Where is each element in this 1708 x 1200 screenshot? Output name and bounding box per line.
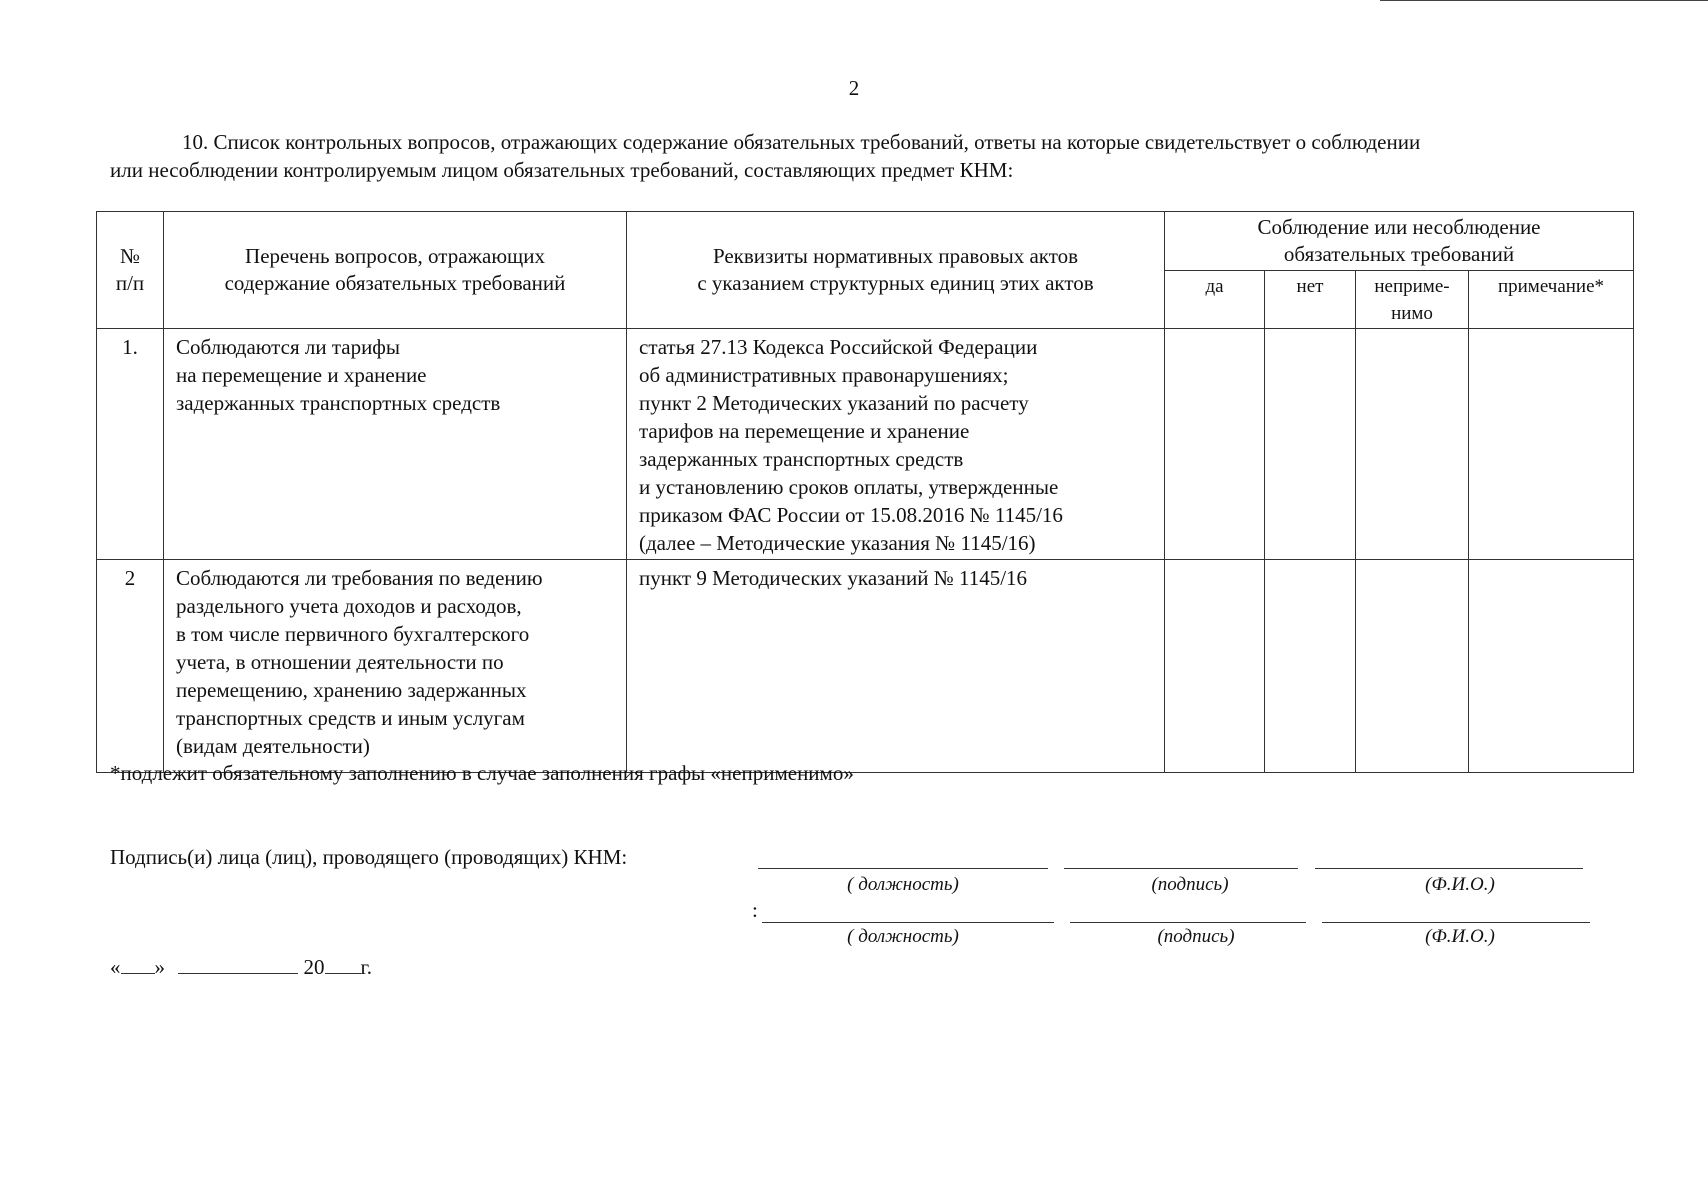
signature-line[interactable] [1070,922,1306,923]
header-num-line-1: № [119,244,141,268]
table-row [97,560,1634,773]
header-compliance-line-2: обязательных требований [1283,242,1515,266]
cell-no[interactable] [1265,560,1356,773]
header-num-line-2: п/п [115,271,145,295]
position-caption: ( должность) [847,926,959,947]
question-line: задержанных транспортных средств [176,391,501,415]
date-field [110,953,372,980]
intro-line-1: 10. Список контрольных вопросов, отражающих содержание обязательных требований, ответы на которые свидетельствует о соблюдении [182,130,1421,154]
page-number: 2 [848,76,860,100]
header-questions [164,212,627,329]
intro-line-2: или несоблюдении контролируемым лицом обязательных требований, составляющих предмет КНМ: [110,158,1014,182]
question-line: транспортных средств и иным услугам [176,706,525,730]
cell-yes[interactable] [1165,560,1265,773]
cell-not-applicable[interactable] [1356,560,1469,773]
header-requisites [627,212,1165,329]
top-border-line [1380,0,1708,1]
row-requisites [627,560,1165,773]
signature-separator: : [752,898,758,922]
position-line[interactable] [758,868,1048,869]
year-suffix: г. [360,955,372,979]
position-line[interactable] [762,922,1054,923]
footnote: *подлежит обязательному заполнению в случае заполнения графы «неприменимо» [110,761,854,785]
question-line: перемещению, хранению задержанных [176,678,527,702]
header-note: примечание* [1469,271,1634,329]
header-not-applicable [1356,271,1469,329]
requisites-line: тарифов на перемещение и хранение [639,419,970,443]
year-prefix: 20 [303,955,325,979]
requisites-line: (далее – Методические указания № 1145/16) [639,531,1036,555]
header-no: нет [1265,271,1356,329]
row-requisites [627,329,1165,560]
signature-caption: (подпись) [1157,926,1235,947]
row-question [164,560,627,773]
cell-yes[interactable] [1165,329,1265,560]
header-questions-line-2: содержание обязательных требований [224,271,566,295]
year-blank[interactable] [325,953,361,974]
question-line: в том числе первичного бухгалтерского [176,622,530,646]
signature-label: Подпись(и) лица (лиц), проводящего (проводящих) КНМ: [110,845,628,869]
signature-caption: (подпись) [1151,874,1229,895]
question-line: учета, в отношении деятельности по [176,650,504,674]
cell-note[interactable] [1469,560,1634,773]
question-line: раздельного учета доходов и расходов, [176,594,522,618]
name-line[interactable] [1315,868,1583,869]
question-line: на перемещение и хранение [176,363,427,387]
requisites-line: задержанных транспортных средств [639,447,964,471]
row-number: 1. [97,329,164,560]
day-blank[interactable] [121,953,155,974]
month-blank[interactable] [178,953,298,974]
question-line: (видам деятельности) [176,734,370,758]
date-close-quote: » [154,955,165,979]
name-caption: (Ф.И.О.) [1425,874,1495,895]
header-row [97,212,1634,271]
name-caption: (Ф.И.О.) [1425,926,1495,947]
date-open-quote: « [110,955,121,979]
header-num [97,212,164,329]
question-line: Соблюдаются ли требования по ведению [176,566,543,590]
header-requisites-line-2: с указанием структурных единиц этих актов [697,271,1094,295]
cell-not-applicable[interactable] [1356,329,1469,560]
checklist-table [96,211,1634,773]
header-compliance [1165,212,1634,271]
header-questions-line-1: Перечень вопросов, отражающих [245,244,545,268]
requisites-line: приказом ФАС России от 15.08.2016 № 1145/16 [639,503,1063,527]
intro-paragraph [110,128,1635,184]
cell-note[interactable] [1469,329,1634,560]
requisites-line: статья 27.13 Кодекса Российской Федерации [639,335,1038,359]
header-compliance-line-1: Соблюдение или несоблюдение [1257,215,1541,239]
header-na-line-1: неприме- [1374,276,1450,297]
question-line: Соблюдаются ли тарифы [176,335,401,359]
header-yes: да [1165,271,1265,329]
requisites-line: об административных правонарушениях; [639,363,1009,387]
signature-line[interactable] [1064,868,1298,869]
requisites-line: и установлению сроков оплаты, утвержденные [639,475,1059,499]
table-row [97,329,1634,560]
header-na-line-2: нимо [1391,303,1433,324]
requisites-line: пункт 9 Методических указаний № 1145/16 [639,566,1028,590]
row-question [164,329,627,560]
row-number: 2 [97,560,164,773]
header-requisites-line-1: Реквизиты нормативных правовых актов [712,244,1079,268]
cell-no[interactable] [1265,329,1356,560]
requisites-line: пункт 2 Методических указаний по расчету [639,391,1029,415]
position-caption: ( должность) [847,874,959,895]
name-line[interactable] [1322,922,1590,923]
